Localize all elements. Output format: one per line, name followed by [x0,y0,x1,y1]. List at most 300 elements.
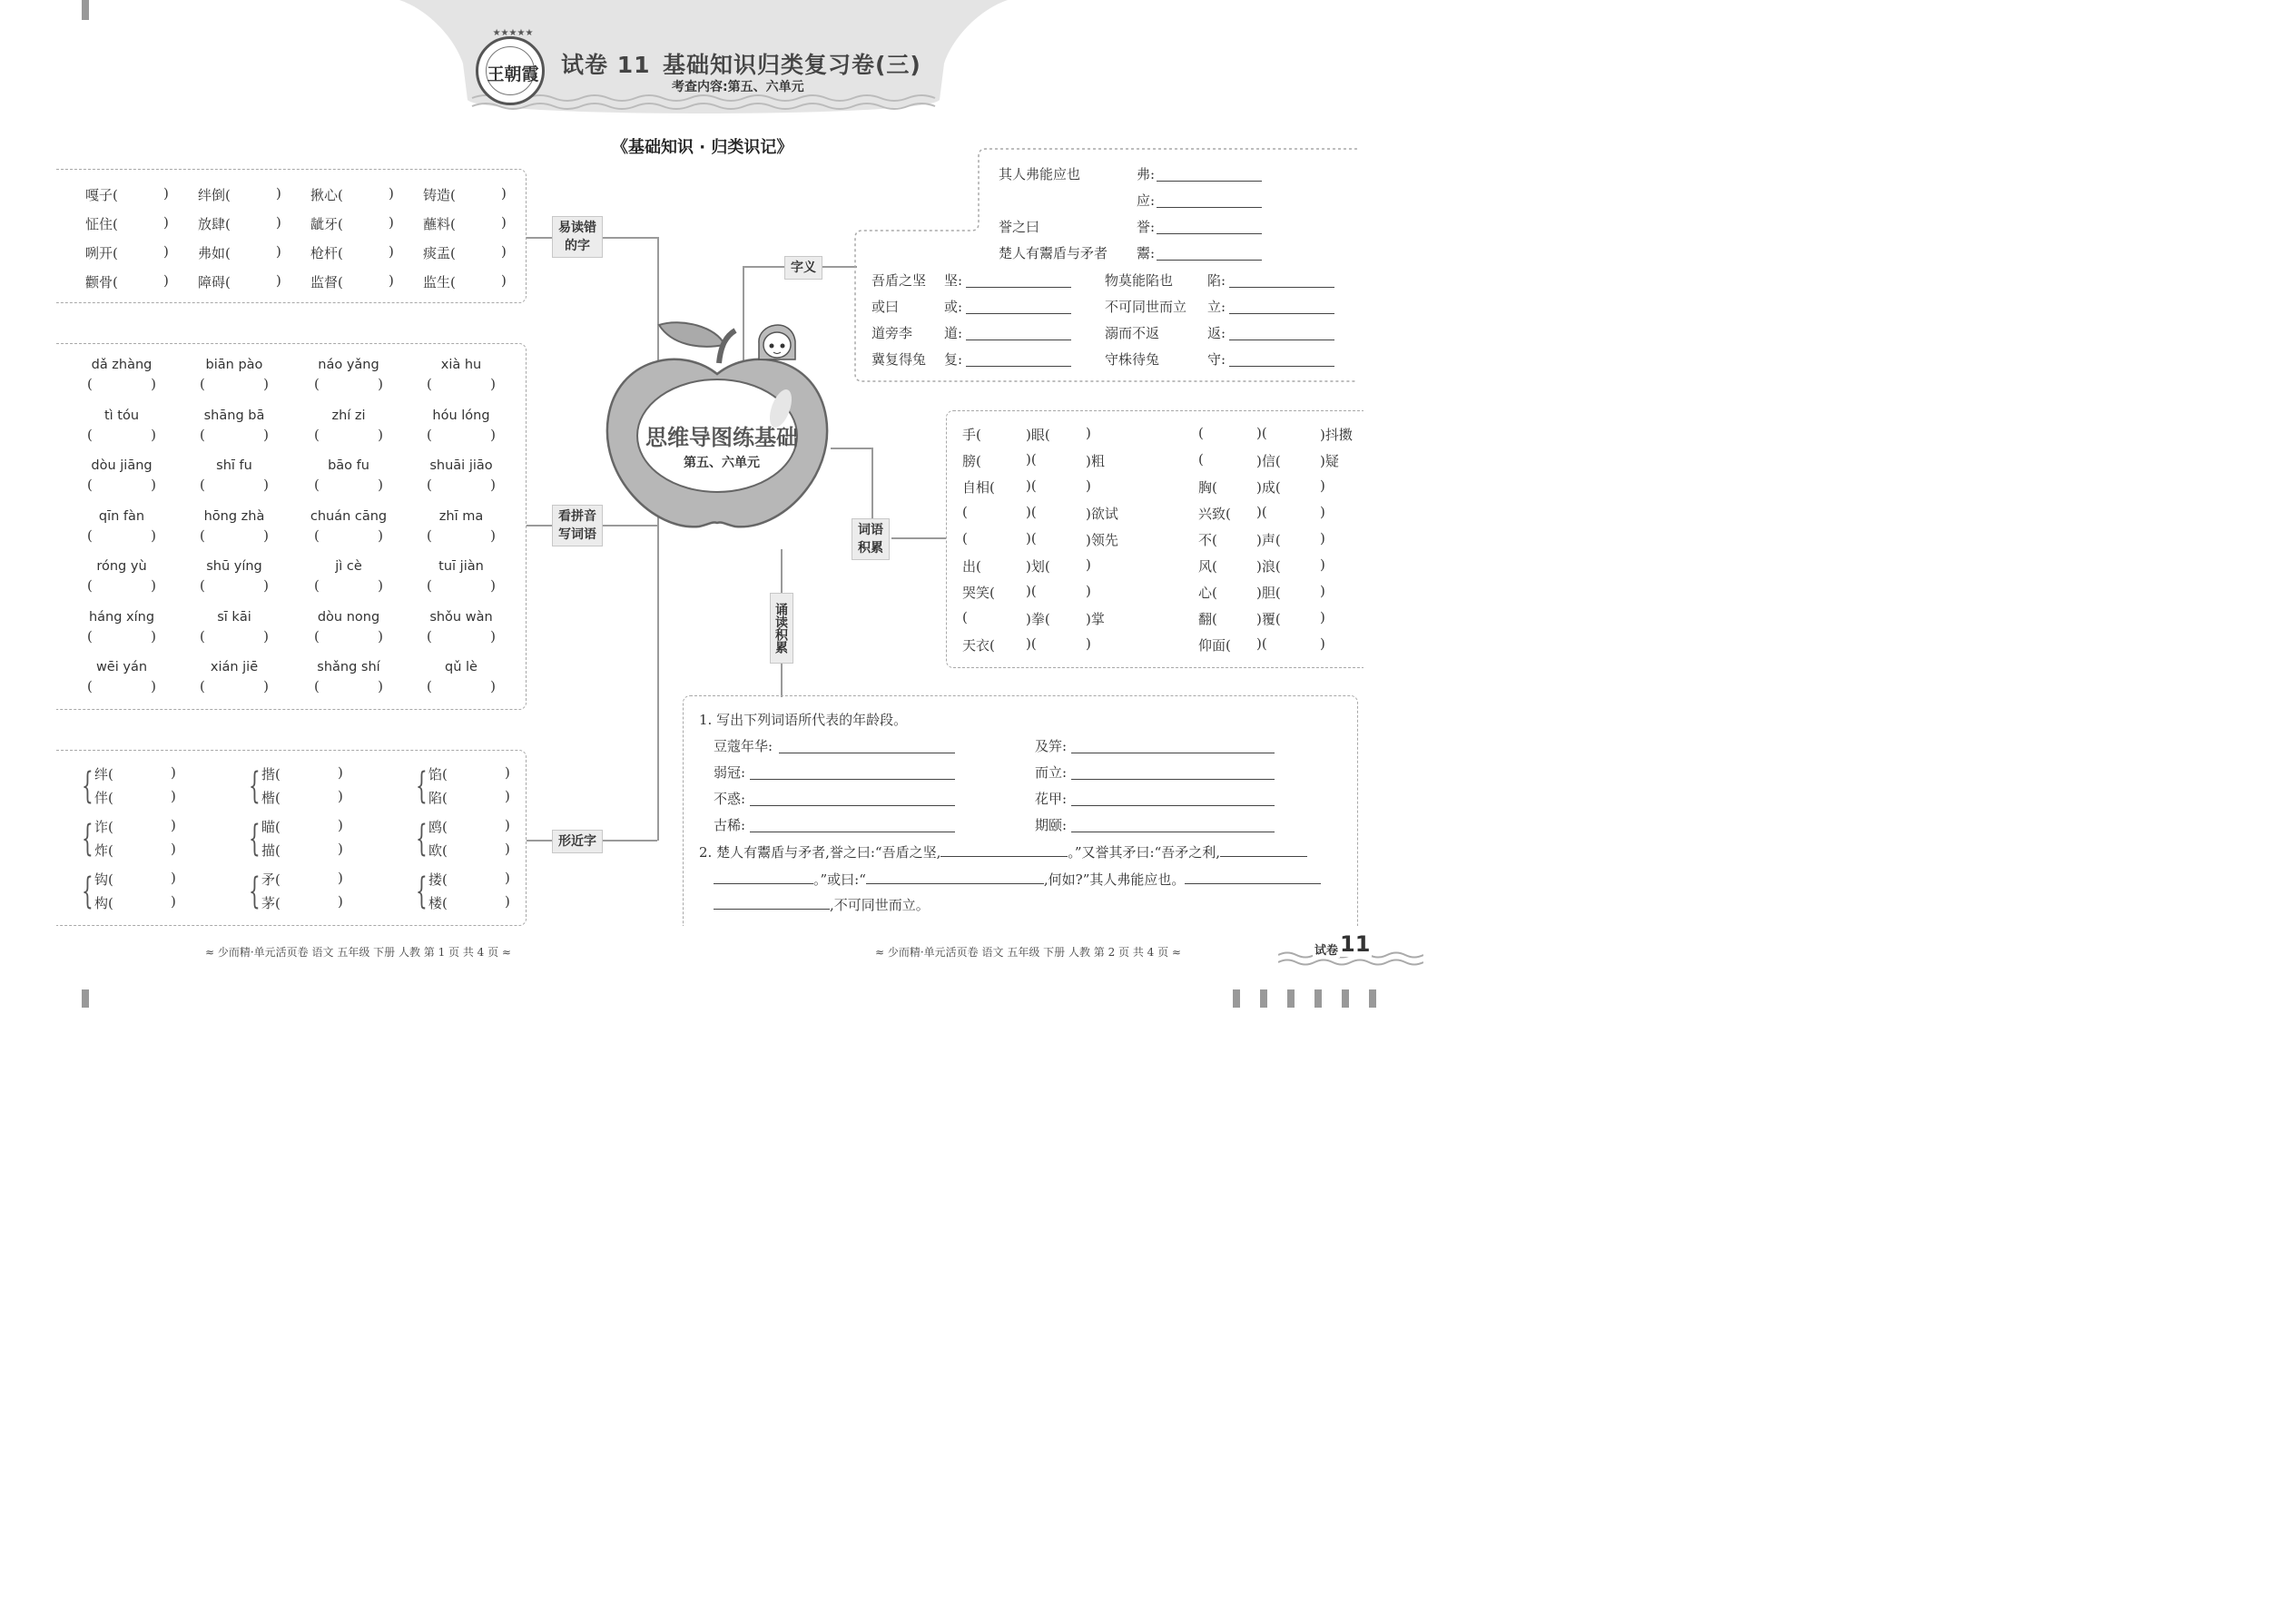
misread-word: 咧开( [85,245,118,261]
vocab-part[interactable]: )划( [1026,558,1050,575]
vocab-part[interactable]: )( [1256,635,1267,652]
meaning-phrase: 道旁李 [871,325,913,341]
pinyin-text: shǒu wàn [429,609,493,625]
paren-close[interactable]: ) [501,185,507,202]
paren-close: ) [263,678,269,694]
pinyin-text: shāng bā [203,408,265,423]
paren-open: ( [87,627,93,645]
pinyin-text: xián jiē [210,660,259,674]
pinyin-text: bāo fu [328,458,369,473]
recite-q1: 1. 写出下列词语所代表的年龄段。 [699,712,908,728]
paren-close[interactable]: ) [338,788,343,804]
vocab-part[interactable]: ) [1086,477,1091,494]
pinyin-text: tuī jiàn [438,559,484,574]
meaning-phrase: 吾盾之坚 [871,272,927,289]
paren-close[interactable]: ) [505,764,510,781]
paren-open: ( [87,577,93,594]
page-subtitle: 考查内容:第五、六单元 [672,80,804,94]
meaning-phrase: 其人弗能应也 [999,166,1081,182]
vocab-part[interactable]: )抖擞 [1320,427,1353,443]
pinyin-text: qīn fàn [98,508,145,524]
similar-char: 构( [94,895,113,911]
paren-open: ( [314,577,320,594]
vocab-part[interactable]: )胆( [1256,585,1281,601]
meaning-phrase: 物莫能陷也 [1105,272,1174,289]
similar-char: 陷( [428,790,448,806]
paren-close: ) [378,577,383,594]
paren-close[interactable]: ) [505,893,510,910]
pinyin-text: shī fu [216,458,252,473]
paren-close: ) [378,678,383,694]
misread-word: 放肆( [198,216,231,232]
paren-open: ( [200,627,205,645]
paren-close[interactable]: ) [501,243,507,260]
misread-word: 揪心( [310,187,343,203]
corner-mark [1314,989,1322,1008]
meaning-phrase: 冀复得兔 [871,351,927,368]
vocab-part: 天衣( [962,637,995,654]
paren-open: ( [87,376,93,392]
answer-line[interactable] [779,738,955,753]
brace-icon: { [249,765,261,807]
paren-close[interactable]: ) [276,272,281,289]
recite-q2-line2 [714,870,1321,889]
paren-close[interactable]: ) [505,788,510,804]
paren-close: ) [490,477,496,493]
answer-line-spear-2[interactable] [714,871,813,884]
paren-close[interactable]: ) [171,893,176,910]
vocab-part[interactable]: ) [1086,635,1091,652]
paper-number: 试卷 11 [561,52,651,78]
vocab-part[interactable]: )( [1256,425,1267,441]
pinyin-text: shǎng shí [317,660,380,674]
paren-open: ( [427,477,432,493]
meaning-phrase: 誉之曰 [999,219,1040,235]
paren-close: ) [378,627,383,645]
vocab-part[interactable]: ) [1086,583,1091,599]
pinyin-text: wēi yán [95,660,148,674]
paren-close[interactable]: ) [276,185,281,202]
paren-open: ( [427,527,432,544]
vocab-part: ( [1198,451,1204,468]
pinyin-text: hōng zhà [203,508,265,524]
misread-word: 枪杆( [310,245,343,261]
vocab-part[interactable]: ) [1320,530,1325,546]
brace-icon: { [416,818,428,860]
paren-close: ) [490,376,496,392]
answer-line[interactable] [750,817,955,832]
paren-close[interactable]: ) [338,817,343,833]
vocab-part: 自相( [962,479,995,496]
paren-close[interactable]: ) [276,214,281,231]
logo-text: 王朝霞 [487,64,539,84]
vocab-part: ( [962,609,968,625]
vocab-part[interactable]: ) [1320,556,1325,573]
misread-word: 蘸料( [423,216,456,232]
answer-line-shield[interactable] [940,844,1068,857]
paren-open: ( [87,477,93,493]
answer-line-question[interactable] [866,871,1044,884]
vocab-part[interactable]: ) [1320,504,1325,520]
misread-word: 颧骨( [85,274,118,290]
paren-close: ) [263,477,269,493]
answer-line[interactable] [1229,325,1334,340]
paren-close[interactable]: ) [505,870,510,886]
paren-close: ) [378,426,383,443]
misread-word: 痰盂( [423,245,456,261]
similar-char: 瞄( [261,819,281,835]
recite-q2-line3 [714,895,930,914]
vocab-part[interactable]: ) [1320,583,1325,599]
paren-close[interactable]: ) [163,243,169,260]
brace-icon: { [82,818,94,860]
vocab-part[interactable]: ) [1086,425,1091,441]
paren-close: ) [490,426,496,443]
meaning-key: 或: [944,299,963,315]
paren-close[interactable]: ) [501,272,507,289]
similar-char: 欧( [428,842,448,859]
brace-icon: { [249,818,261,860]
q2-text-d: ,何如?”其人弗能应也。 [1043,871,1186,888]
paren-close[interactable]: ) [171,841,176,857]
footer-badge-prefix: 试卷 [1313,940,1340,958]
similar-char: 伴( [94,790,113,806]
vocab-part: 手( [962,427,981,443]
paren-close: ) [490,577,496,594]
similar-char: 绊( [94,766,113,782]
similar-char: 楼( [428,895,448,911]
paren-close[interactable]: ) [389,243,394,260]
paren-close: ) [151,678,156,694]
paren-close[interactable]: ) [389,272,394,289]
paren-close[interactable]: ) [163,272,169,289]
vocab-part: 不( [1198,532,1217,548]
page-title: 基础知识归类复习卷(三) [663,52,921,78]
paren-close: ) [151,477,156,493]
pinyin-text: shū yíng [206,559,262,574]
paren-close: ) [263,527,269,544]
meaning-phrase: 或曰 [871,299,900,315]
age-term: 豆蔻年华: [714,738,773,754]
age-term: 期颐: [1035,817,1068,833]
vocab-part: 胸( [1198,479,1217,496]
paren-close: ) [378,527,383,544]
paren-close[interactable]: ) [501,214,507,231]
paren-close[interactable]: ) [171,870,176,886]
age-term: 花甲: [1035,791,1068,807]
vocab-part: 哭笑( [962,585,995,601]
corner-mark [82,0,89,20]
paren-close: ) [151,376,156,392]
paren-close: ) [263,376,269,392]
answer-line[interactable] [1157,166,1262,182]
answer-line[interactable] [966,351,1071,367]
paren-open: ( [427,426,432,443]
star-row-icon: ★★★★★ [492,28,534,38]
vocab-part[interactable]: )( [1026,635,1037,652]
branch-easy-misread: 易读错的字 [552,216,603,258]
answer-line[interactable] [966,299,1071,314]
q2-text-a: 2. 楚人有鬻盾与矛者,誉之曰:“吾盾之坚, [699,844,941,861]
meaning-key: 道: [944,325,963,341]
paren-open: ( [200,678,205,694]
answer-line[interactable] [750,764,955,780]
brace-icon: { [416,871,428,912]
paren-close: ) [490,678,496,694]
brace-icon: { [82,765,94,807]
age-term: 弱冠: [714,764,746,781]
vocab-part[interactable]: )( [1256,504,1267,520]
vocab-part[interactable]: )( [1026,477,1037,494]
vocab-part[interactable]: )领先 [1086,532,1118,548]
meaning-key: 坚: [944,272,963,289]
meaning-key: 返: [1207,325,1226,341]
brace-icon: { [249,871,261,912]
vocab-box [946,410,1364,668]
recite-box [683,695,1358,926]
similar-char: 楷( [261,790,281,806]
misread-box [56,169,527,303]
q2-text-c: 。”或曰:“ [813,871,866,888]
pinyin-text: róng yù [96,559,147,574]
paren-open: ( [200,527,205,544]
similar-char: 诈( [94,819,113,835]
brace-icon: { [416,765,428,807]
brace-icon: { [82,871,94,912]
answer-line[interactable] [966,272,1071,288]
similar-char: 描( [261,842,281,859]
paren-open: ( [314,477,320,493]
q2-text-b: 。”又誉其矛曰:“吾矛之利, [1068,844,1221,861]
vocab-part: 翻( [1198,611,1217,627]
paren-close[interactable]: ) [338,893,343,910]
meaning-key: 守: [1207,351,1226,368]
vocab-part[interactable]: )掌 [1086,611,1105,627]
answer-line[interactable] [1071,817,1275,832]
vocab-part: ( [962,504,968,520]
corner-mark [82,989,89,1008]
paren-close[interactable]: ) [171,764,176,781]
vocab-part[interactable]: ) [1320,635,1325,652]
vocab-part: ( [1198,425,1204,441]
paren-open: ( [200,577,205,594]
q2-text-e: ,不可同世而立。 [830,897,930,913]
similar-box [56,750,527,926]
paren-open: ( [427,627,432,645]
recite-q2-line1 [699,842,1307,861]
age-term: 而立: [1035,764,1068,781]
vocab-part: 风( [1198,558,1217,575]
pinyin-text: chuán cāng [310,508,388,524]
meaning-key: 陷: [1207,272,1226,289]
pinyin-text: háng xíng [88,609,155,625]
paren-close: ) [378,477,383,493]
answer-line[interactable] [750,791,955,806]
meaning-key: 鬻: [1137,245,1156,261]
meaning-phrase: 不可同世而立 [1105,299,1187,315]
vocab-part[interactable]: )( [1026,530,1037,546]
paren-close[interactable]: ) [171,817,176,833]
misread-word: 障碍( [198,274,231,290]
paren-close: ) [151,577,156,594]
answer-line[interactable] [1157,219,1262,234]
answer-line[interactable] [1071,738,1275,753]
paren-open: ( [427,577,432,594]
vocab-part[interactable]: )眼( [1026,427,1050,443]
pinyin-text: jì cè [335,559,362,574]
vocab-part: 出( [962,558,981,575]
similar-char: 馅( [428,766,448,782]
pinyin-text: dòu jiāng [91,458,153,473]
misread-word: 怔住( [85,216,118,232]
answer-line[interactable] [1071,764,1275,780]
meaning-key: 弗: [1137,166,1156,182]
paren-close[interactable]: ) [171,788,176,804]
meaning-key: 誉: [1137,219,1156,235]
paren-open: ( [427,678,432,694]
paren-close[interactable]: ) [505,841,510,857]
paren-close: ) [263,577,269,594]
meaning-phrase: 溺而不返 [1105,325,1160,341]
vocab-part[interactable]: )成( [1256,479,1281,496]
meaning-key: 立: [1207,299,1226,315]
footer-right: ≈ 少而精·单元活页卷 语文 五年级 下册 人教 第 2 页 共 4 页 ≈ [875,946,1181,959]
worksheet-page [0,0,1423,1008]
paren-open: ( [87,678,93,694]
vocab-part[interactable]: ) [1320,477,1325,494]
vocab-part[interactable]: )覆( [1256,611,1281,627]
misread-word: 嘎子( [85,187,118,203]
section-title: 《基础知识 · 归类识记》 [612,138,793,157]
vocab-part[interactable]: )声( [1256,532,1281,548]
similar-char: 揩( [261,766,281,782]
paren-open: ( [427,376,432,392]
branch-vocab: 词语积累 [852,518,890,560]
pinyin-text: shuāi jiāo [429,458,493,473]
pinyin-box [56,343,527,710]
branch-pinyin: 看拼音写词语 [552,505,603,546]
misread-word: 监督( [310,274,343,290]
logo-seal [476,28,545,105]
paren-open: ( [87,527,93,544]
vocab-part[interactable]: )( [1026,583,1037,599]
pinyin-text: sī kāi [217,609,251,625]
answer-line[interactable] [1157,192,1262,208]
pinyin-text: dòu nong [317,609,380,625]
vocab-part[interactable]: )拳( [1026,611,1050,627]
vocab-part[interactable]: )( [1026,504,1037,520]
paren-close: ) [151,627,156,645]
age-term: 古稀: [714,817,746,833]
paren-close[interactable]: ) [276,243,281,260]
paren-close[interactable]: ) [163,214,169,231]
paren-open: ( [200,477,205,493]
vocab-part: ( [962,530,968,546]
vocab-part[interactable]: ) [1320,609,1325,625]
paren-open: ( [314,678,320,694]
vocab-part[interactable]: )欲试 [1086,506,1118,522]
paren-close[interactable]: ) [389,185,394,202]
answer-line[interactable] [1071,791,1275,806]
meaning-phrase: 楚人有鬻盾与矛者 [999,245,1108,261]
paren-close: ) [151,527,156,544]
answer-line[interactable] [1229,299,1334,314]
similar-char: 矛( [261,871,281,888]
paren-close[interactable]: ) [505,817,510,833]
paren-close[interactable]: ) [338,841,343,857]
paren-open: ( [200,426,205,443]
paren-close: ) [263,627,269,645]
age-term: 不惑: [714,791,746,807]
paren-close: ) [490,527,496,544]
answer-line[interactable] [1229,351,1334,367]
paren-open: ( [314,527,320,544]
paren-close: ) [151,426,156,443]
center-title: 思维导图练基础 [645,425,798,450]
pinyin-text: zhī ma [438,508,484,524]
paren-open: ( [314,627,320,645]
answer-line-5[interactable] [714,897,830,910]
vocab-part[interactable]: ) [1086,556,1091,573]
similar-char: 茅( [261,895,281,911]
footer-badge-number: 11 [1340,931,1371,957]
pinyin-text: hóu lóng [432,408,490,423]
similar-char: 搂( [428,871,448,888]
vocab-part[interactable]: )浪( [1256,558,1281,575]
vocab-part[interactable]: )粗 [1086,453,1105,469]
corner-mark [1260,989,1267,1008]
answer-line[interactable] [966,325,1071,340]
answer-line-spear-1[interactable] [1220,844,1307,857]
center-subtitle: 第五、六单元 [684,456,760,470]
paren-close[interactable]: ) [163,185,169,202]
vocab-part[interactable]: )信( [1256,453,1281,469]
age-term: 及笄: [1035,738,1068,754]
similar-char: 炸( [94,842,113,859]
branch-recite: 诵读积累 [770,593,793,664]
paren-close[interactable]: ) [338,870,343,886]
vocab-part[interactable]: )( [1026,451,1037,468]
pinyin-text: zhí zi [331,408,366,423]
misread-word: 弗如( [198,245,231,261]
paren-open: ( [87,426,93,443]
branch-char-meaning: 字义 [784,256,822,280]
answer-line[interactable] [1157,245,1262,261]
paren-open: ( [200,376,205,392]
pinyin-text: xià hu [440,358,482,372]
vocab-part[interactable]: )疑 [1320,453,1339,469]
paren-close: ) [490,627,496,645]
similar-char: 鸥( [428,819,448,835]
pinyin-text: tì tóu [103,408,140,423]
branch-similar: 形近字 [552,830,603,853]
footer-left: ≈ 少而精·单元活页卷 语文 五年级 下册 人教 第 1 页 共 4 页 ≈ [205,946,511,959]
misread-word: 监生( [423,274,456,290]
paren-open: ( [314,426,320,443]
paren-close[interactable]: ) [338,764,343,781]
corner-mark [1369,989,1376,1008]
answer-line[interactable] [1229,272,1334,288]
corner-mark [1342,989,1349,1008]
paren-close[interactable]: ) [389,214,394,231]
vocab-part: 心( [1198,585,1217,601]
misread-word: 铸造( [423,187,456,203]
corner-mark [1233,989,1240,1008]
meaning-key: 应: [1137,192,1156,209]
pinyin-text: qǔ lè [445,660,478,674]
meaning-key: 复: [944,351,963,368]
answer-line-4[interactable] [1185,871,1321,884]
